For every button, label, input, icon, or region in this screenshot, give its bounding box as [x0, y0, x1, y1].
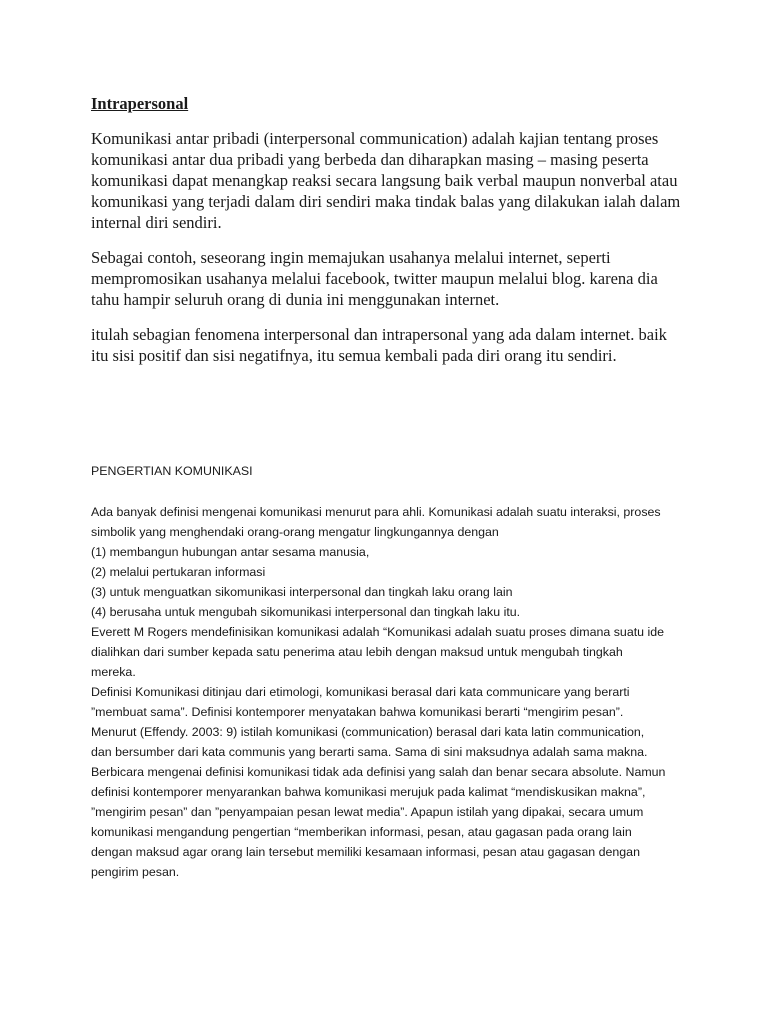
document-top [91, 92, 681, 380]
section-title: PENGERTIAN KOMUNIKASI [91, 464, 253, 478]
paragraph-example: Sebagai contoh, seseorang ingin memajukan usahanya melalui internet, seperti mempromosikan usahanya melalui facebook, twitter maupun melalui blog. karena dia tahu hampir seluruh orang di dunia ini menggunakan internet. [91, 248, 658, 309]
heading-intrapersonal: Intrapersonal [91, 94, 189, 113]
body-line: Everett M Rogers mendefinisikan komunikasi adalah “Komunikasi adalah suatu proses dimana suatu ide [91, 625, 665, 639]
body-line: komunikasi mengandung pengertian “memberikan informasi, pesan, atau gagasan pada orang lain [91, 825, 632, 839]
body-line: dialihkan dari sumber kepada satu penerima atau lebih dengan maksud untuk mengubah tingkah [91, 645, 623, 659]
body-line: (1) membangun hubungan antar sesama manusia, [91, 545, 370, 559]
body-line: ”mengirim pesan” dan ”penyampaian pesan lewat media”. Apapun istilah yang dipakai, secara umum [91, 805, 644, 819]
body-line: mereka. [91, 665, 136, 679]
body-line: pengirim pesan. [91, 865, 180, 879]
body-line: Ada banyak definisi mengenai komunikasi menurut para ahli. Komunikasi adalah suatu interaksi, proses [91, 505, 661, 519]
body-line: (4) berusaha untuk mengubah sikomunikasi interpersonal dan tingkah laku itu. [91, 605, 521, 619]
body-line: ”membuat sama”. Definisi kontemporer menyatakan bahwa komunikasi berarti “mengirim pesan”. [91, 705, 624, 719]
body-line: Berbicara mengenai definisi komunikasi tidak ada definisi yang salah dan benar secara absolute. Namun [91, 765, 666, 779]
body-line: Definisi Komunikasi ditinjau dari etimologi, komunikasi berasal dari kata communicare yang berarti [91, 685, 630, 699]
body-line: dan bersumber dari kata communis yang berarti sama. Sama di sini maksudnya adalah sama makna. [91, 745, 648, 759]
body-line: definisi kontemporer menyarankan bahwa komunikasi merujuk pada kalimat “mendiskusikan makna”, [91, 785, 646, 799]
body-line: (2) melalui pertukaran informasi [91, 565, 266, 579]
section-body [91, 502, 691, 882]
paragraph-conclusion: itulah sebagian fenomena interpersonal dan intrapersonal yang ada dalam internet. baik itu sisi positif dan sisi negatifnya, itu semua kembali pada diri orang itu sendiri. [91, 325, 667, 365]
body-line: simbolik yang menghendaki orang-orang mengatur lingkungannya dengan [91, 525, 499, 539]
body-line: (3) untuk menguatkan sikomunikasi interpersonal dan tingkah laku orang lain [91, 585, 513, 599]
paragraph-definition: Komunikasi antar pribadi (interpersonal communication) adalah kajian tentang proses komunikasi antar dua pribadi yang berbeda dan diharapkan masing – masing peserta komunikasi dapat menangkap reaksi secara langsung baik verbal maupun nonverbal atau komunikasi yang terjadi dalam diri sendiri maka tindak balas yang dilakukan ialah dalam internal diri sendiri. [91, 129, 681, 232]
body-line: Menurut (Effendy. 2003: 9) istilah komunikasi (communication) berasal dari kata latin communication, [91, 725, 645, 739]
body-line: dengan maksud agar orang lain tersebut memiliki kesamaan informasi, pesan atau gagasan dengan [91, 845, 640, 859]
section-pengertian-komunikasi [91, 462, 691, 882]
